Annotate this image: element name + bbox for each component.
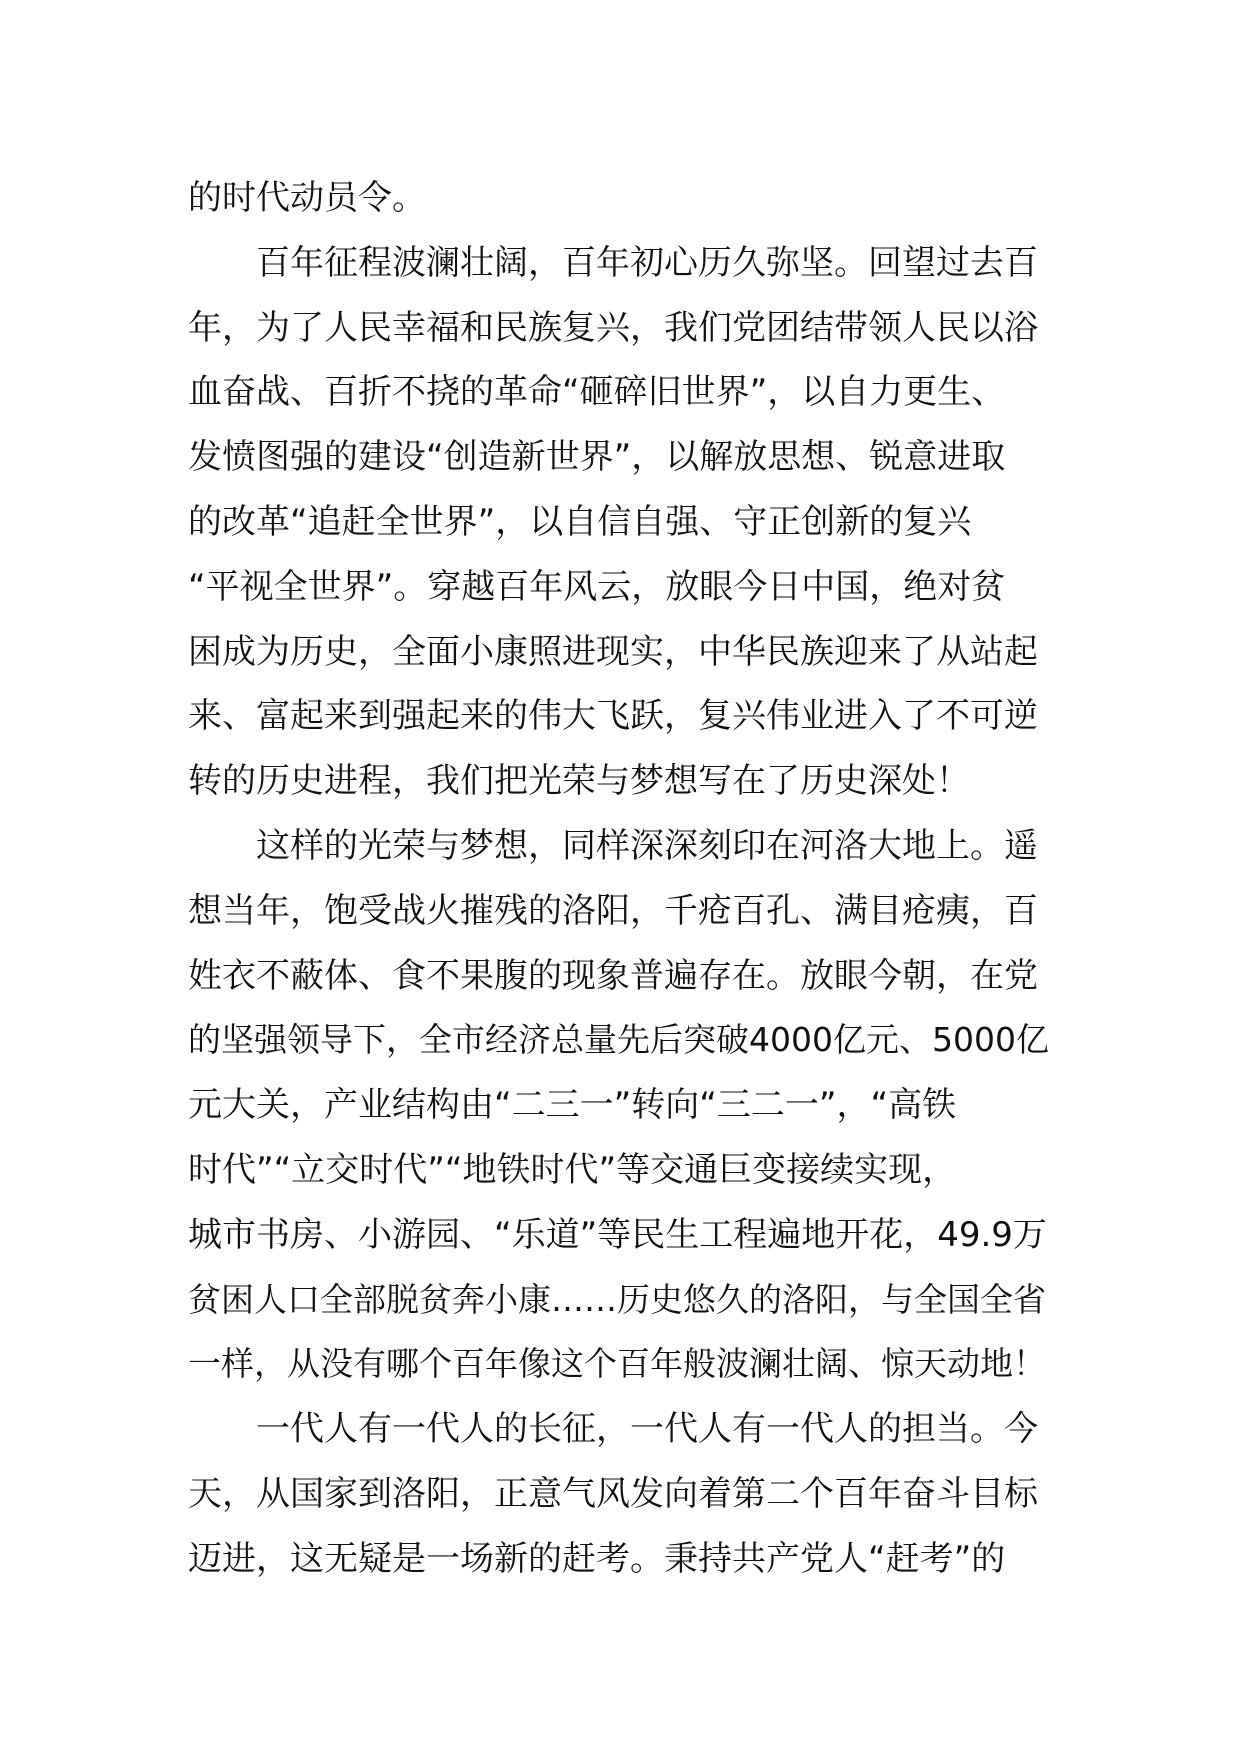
text-line: 迈进，这无疑是一场新的赶考。秉持共产党人“赶考”的 <box>188 1538 1006 1579</box>
text-line: 一样，从没有哪个百年像这个百年般波澜壮阔、惊天动地！ <box>188 1344 1046 1384</box>
text-line: 姓衣不蔽体、食不果腹的现象普遍存在。放眼今朝，在党 <box>188 955 1038 996</box>
text-line: 转的历史进程，我们把光荣与梦想写在了历史深处！ <box>188 761 970 802</box>
text-line: 发愤图强的建设“创造新世界”，以解放思想、锐意进取 <box>188 437 1006 478</box>
text-line: “平视全世界”。穿越百年风云，放眼今日中国，绝对贫 <box>188 566 1006 607</box>
text-line: 元大关，产业结构由“二三一”转向“三二一”，“高铁 <box>188 1085 957 1126</box>
text-line: 来、富起来到强起来的伟大飞跃，复兴伟业进入了不可逆 <box>188 696 1038 737</box>
text-line: 想当年，饱受战火摧残的洛阳，千疮百孔、满目疮痍，百 <box>188 890 1038 931</box>
text-line: 的坚强领导下，全市经济总量先后突破4000亿元、5000亿 <box>188 1020 1049 1060</box>
paragraph-first-line: 一代人有一代人的长征，一代人有一代人的担当。今 <box>256 1409 1038 1450</box>
paragraph-first-line: 这样的光荣与梦想，同样深深刻印在河洛大地上。遥 <box>256 825 1038 866</box>
text-line: 困成为历史，全面小康照进现实，中华民族迎来了从站起 <box>188 631 1038 672</box>
text-line: 的时代动员令。 <box>188 178 426 218</box>
text-line: 血奋战、百折不挠的革命“砸碎旧世界”，以自力更生、 <box>188 372 1006 413</box>
text-line: 时代”“立交时代”“地铁时代”等交通巨变接续实现， <box>188 1149 957 1190</box>
paragraph-first-line: 百年征程波澜壮阔，百年初心历久弥坚。回望过去百 <box>256 242 1038 283</box>
text-line: 贫困人口全部脱贫奔小康……历史悠久的洛阳，与全国全省 <box>188 1279 1046 1319</box>
text-line: 年，为了人民幸福和民族复兴，我们党团结带领人民以浴 <box>188 307 1038 348</box>
text-line: 的改革“追赶全世界”，以自信自强、守正创新的复兴 <box>188 501 972 542</box>
text-line: 天，从国家到洛阳，正意气风发向着第二个百年奋斗目标 <box>188 1473 1038 1514</box>
text-line: 城市书房、小游园、“乐道”等民生工程遍地开花，49.9万 <box>188 1214 1047 1255</box>
body-text <box>188 166 1056 1592</box>
